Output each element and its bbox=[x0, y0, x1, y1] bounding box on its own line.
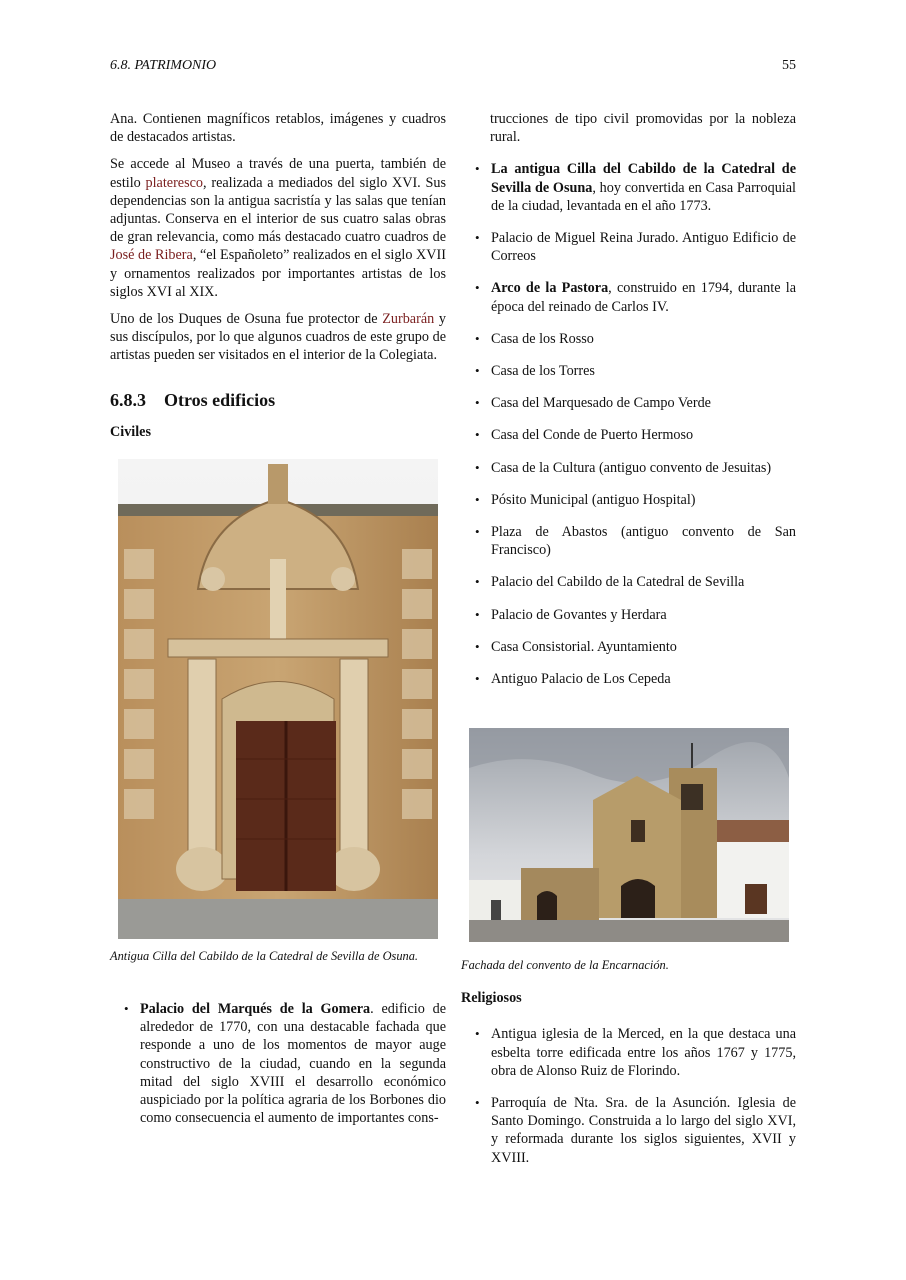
section-heading bbox=[110, 391, 446, 409]
list-item bbox=[461, 670, 796, 688]
right-column bbox=[461, 110, 796, 1181]
list-item bbox=[461, 160, 796, 215]
religious-buildings-list bbox=[461, 1025, 796, 1166]
list-item bbox=[461, 279, 796, 315]
link-zurbaran[interactable]: Zurbarán bbox=[382, 311, 435, 328]
item-text: Parroquía de Nta. Sra. de la Asunción. Iglesia de Santo Domingo. Construida a lo largo del siglo XVI, y reformada durante los siglos siguientes, XVII y XVIII. bbox=[491, 1095, 796, 1166]
photo-convento-encarnacion bbox=[469, 728, 789, 942]
item-text: Plaza de Abastos (antiguo convento de San Francisco) bbox=[491, 524, 796, 559]
item-title: La antigua Cilla del Cabildo de la Catedral de Sevilla de Osuna bbox=[491, 161, 796, 196]
left-column bbox=[110, 110, 446, 1141]
paragraph-3 bbox=[110, 310, 446, 365]
item-text: Casa del Conde de Puerto Hermoso bbox=[491, 427, 694, 444]
item-text: Palacio del Cabildo de la Catedral de Sevilla bbox=[491, 574, 745, 591]
text-run: y sus discípulos, por lo que algunos cuadros de este grupo de artistas pueden ser visitados en el interior de la Colegiata. bbox=[110, 311, 446, 364]
photo-cilla-portal bbox=[118, 459, 438, 939]
bullet: • bbox=[124, 1001, 129, 1017]
list-item bbox=[461, 362, 796, 380]
link-plateresco[interactable]: plateresco bbox=[145, 174, 204, 191]
bullet: • bbox=[475, 330, 480, 346]
item-text: Pósito Municipal (antiguo Hospital) bbox=[491, 491, 696, 508]
continuation-text: trucciones de tipo civil promovidas por la nobleza rural. bbox=[490, 111, 796, 146]
item-text: Casa de la Cultura (antiguo convento de Jesuitas) bbox=[491, 459, 772, 476]
bullet: • bbox=[475, 638, 480, 654]
list-item bbox=[461, 426, 796, 444]
running-header bbox=[110, 58, 796, 74]
bullet: • bbox=[475, 427, 480, 443]
subheading-religiosos: Religiosos bbox=[461, 990, 522, 1007]
bullet: • bbox=[475, 1026, 480, 1042]
figure-caption-right: Fachada del convento de la Encarnación. bbox=[461, 958, 669, 973]
item-title: Arco de la Pastora bbox=[491, 280, 609, 297]
list-item bbox=[461, 523, 796, 559]
item-text: . edificio de alrededor de 1770, con una destacable fachada que responde a uno de los momentos de mayor auge constructivo de la ciudad, cuando en la segunda mitad del siglo XVIII el desarrollo económico auspiciado por la política agraria de los Borbones dio como consecuencia el aumento de importantes cons- bbox=[140, 1001, 446, 1127]
bullet: • bbox=[475, 524, 480, 540]
section-title: Otros edificios bbox=[164, 389, 276, 410]
text-run: Uno de los Duques de Osuna fue protector de bbox=[110, 311, 383, 328]
bullet: • bbox=[475, 459, 480, 475]
item-text: Antiguo Palacio de Los Cepeda bbox=[491, 671, 671, 688]
item-text: Casa del Marquesado de Campo Verde bbox=[491, 395, 711, 412]
bullet: • bbox=[475, 1095, 480, 1111]
section-header: 6.8. PATRIMONIO bbox=[110, 58, 217, 73]
list-item bbox=[461, 606, 796, 624]
link-jose-de-ribera[interactable]: José de Ribera bbox=[110, 247, 193, 264]
item-text: Casa de los Rosso bbox=[491, 330, 594, 347]
figure-encarnacion bbox=[461, 728, 796, 973]
left-bullet-list bbox=[110, 1000, 446, 1127]
bullet: • bbox=[475, 280, 480, 296]
bullet: • bbox=[475, 230, 480, 246]
bullet: • bbox=[475, 606, 480, 622]
bullet: • bbox=[475, 363, 480, 379]
subheading-civiles: Civiles bbox=[110, 423, 151, 440]
list-item bbox=[461, 229, 796, 265]
item-title: Palacio del Marqués de la Gomera bbox=[140, 1001, 371, 1018]
list-item bbox=[461, 459, 796, 477]
civil-buildings-list bbox=[461, 160, 796, 688]
list-item bbox=[461, 1094, 796, 1167]
list-item bbox=[461, 1025, 796, 1080]
item-text: Antigua iglesia de la Merced, en la que destaca una esbelta torre edificada entre los años 1767 y 1775, obra de Alonso Ruiz de Florindo. bbox=[491, 1026, 796, 1079]
page-number: 55 bbox=[782, 58, 796, 73]
bullet: • bbox=[475, 491, 480, 507]
text-run: , realizada a mediados del siglo XVI. Sus dependencias son la antigua sacristía y las salas que tenían adjuntas. Conserva en el interior de sus cuatro salas obras de gran relevancia, como más destacado cuatro cuadros de bbox=[110, 174, 446, 246]
figure-cilla bbox=[110, 459, 446, 964]
item-text: Palacio de Miguel Reina Jurado. Antiguo Edificio de Correos bbox=[491, 230, 796, 265]
list-item bbox=[461, 330, 796, 348]
list-item bbox=[461, 491, 796, 509]
bullet: • bbox=[475, 161, 480, 177]
bullet: • bbox=[475, 574, 480, 590]
paragraph-2 bbox=[110, 155, 446, 301]
section-number: 6.8.3 bbox=[110, 389, 146, 410]
item-text: Palacio de Govantes y Herdara bbox=[491, 606, 667, 623]
item-text: , hoy convertida en Casa Parroquial de la ciudad, levantada en el año 1773. bbox=[491, 179, 796, 214]
figure-caption-left: Antigua Cilla del Cabildo de la Catedral de Sevilla de Osuna. bbox=[110, 949, 419, 964]
list-item bbox=[110, 1000, 446, 1127]
bullet: • bbox=[475, 671, 480, 687]
item-text: Casa Consistorial. Ayuntamiento bbox=[491, 638, 677, 655]
list-item bbox=[461, 394, 796, 412]
item-text: Casa de los Torres bbox=[491, 363, 595, 380]
list-item bbox=[461, 638, 796, 656]
item-text: , construido en 1794, durante la época del reinado de Carlos IV. bbox=[491, 280, 796, 315]
text-run: , “el Españoleto” realizados en el siglo XVII y ornamentos realizados por importantes artistas de los siglos XVI al XIX. bbox=[110, 247, 446, 300]
bullet: • bbox=[475, 395, 480, 411]
text-run: Se accede al Museo a través de una puerta, también de estilo bbox=[110, 156, 446, 191]
list-item bbox=[461, 573, 796, 591]
paragraph-1: Ana. Contienen magníficos retablos, imágenes y cuadros de destacados artistas. bbox=[110, 111, 446, 146]
